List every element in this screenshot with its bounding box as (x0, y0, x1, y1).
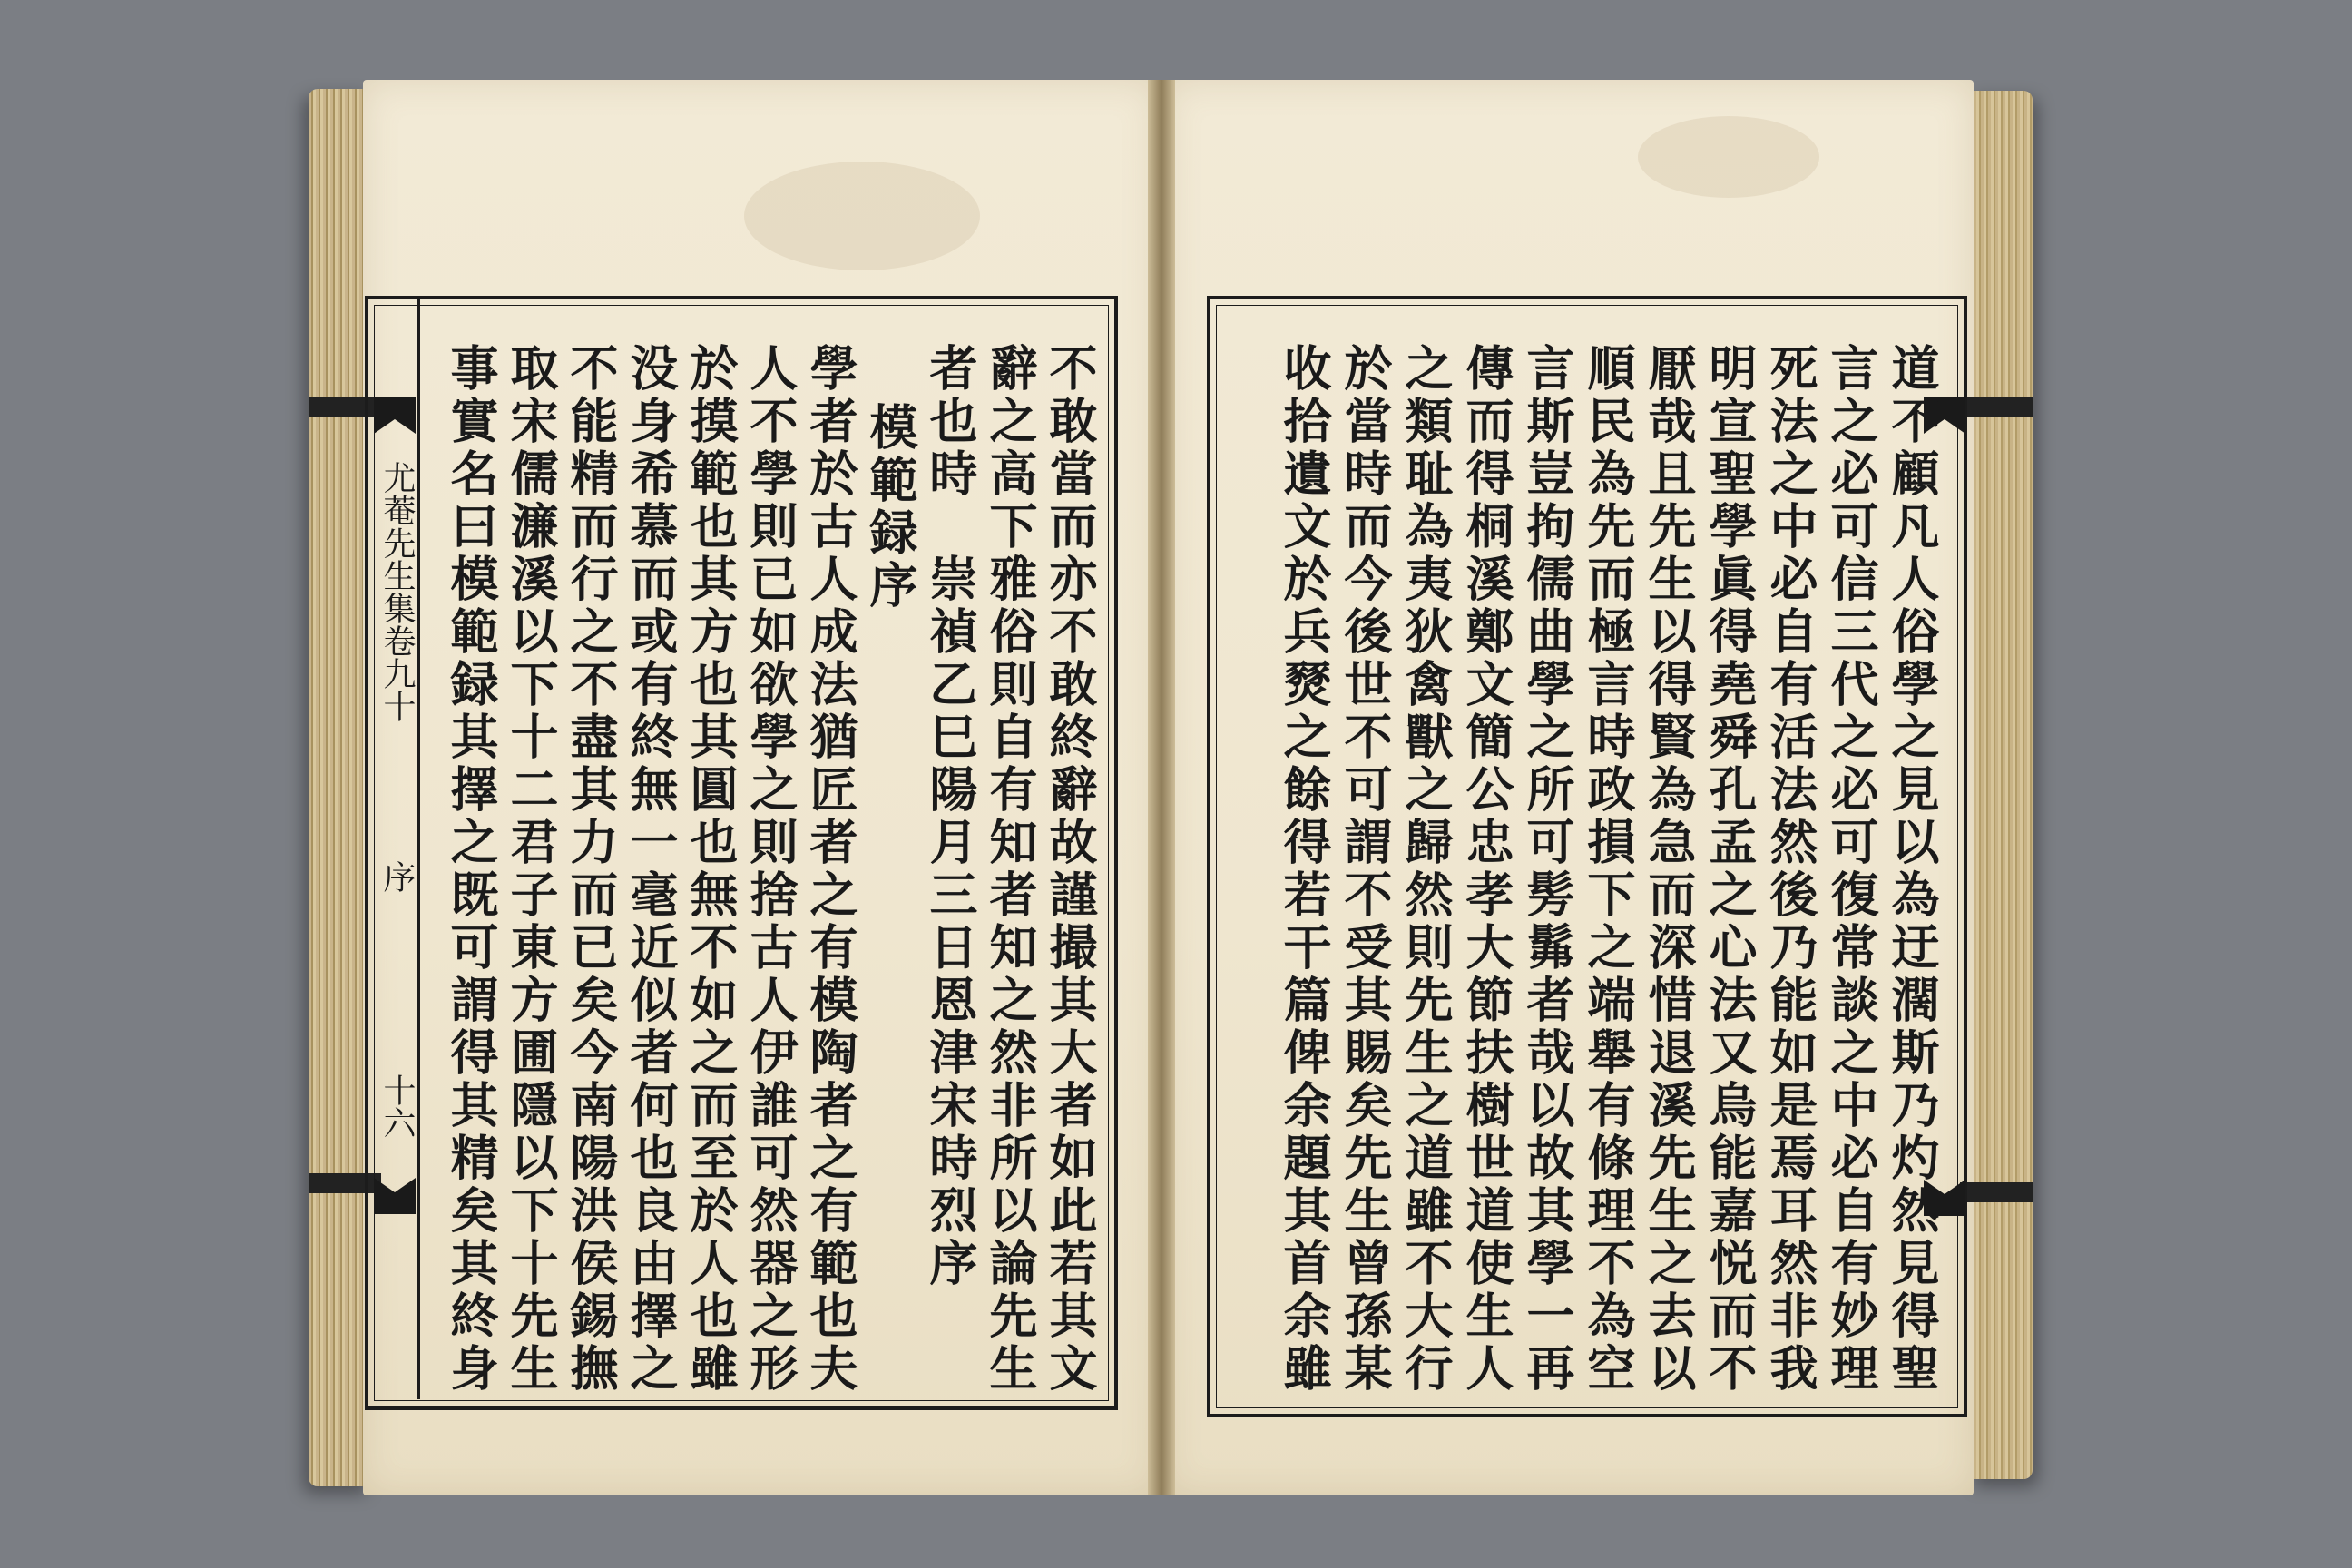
text-column: 言斯豈拘儒曲學之所可髣髴者哉以故其學一再 (1519, 343, 1575, 1396)
text-column: 明宣聖學眞得堯舜孔孟之心法又烏能嘉悦而不 (1701, 343, 1758, 1396)
text-column: 順民為先而極言時政損下之端舉有條理不為空 (1580, 343, 1636, 1396)
text-column: 厭哉且先生以得賢為急而深惜退溪先生之去以 (1641, 343, 1697, 1396)
paper-stain (744, 162, 980, 270)
margin-section-label: 序 (378, 860, 416, 893)
open-book (309, 80, 2033, 1495)
binding-string (1960, 397, 2033, 417)
text-column: 事實名曰模範録其擇之既可謂得其精矣其終身 (443, 343, 499, 1396)
text-column: 死法之中必自有活法然後乃能如是焉耳然非我 (1762, 343, 1818, 1396)
text-column: 收拾遺文於兵燹之餘得若干篇俾余題其首余雖 (1276, 343, 1332, 1396)
text-column: 辭之高下雅俗則自有知者知之然非所以論先生 (982, 343, 1038, 1396)
book-gutter (1148, 80, 1175, 1495)
margin-leaf-number: 十六 (378, 1073, 416, 1139)
text-column: 學者於古人成法猶匠者之有模陶者之有範也夫 (802, 343, 858, 1396)
text-column: 於摸範也其方也其圓也無不如之而至於人也雖 (682, 343, 739, 1396)
text-column: 之類耻為夷狄禽獸之歸然則先生之道雖不大行 (1397, 343, 1454, 1396)
text-column: 不敢當而亦不敢終辭故謹撮其大者如此若其文 (1042, 343, 1098, 1396)
paper-stain (1638, 116, 1819, 198)
binding-string (1960, 1182, 2033, 1202)
text-column: 人不學則已如欲學之則捨古人伊誰可然器之形 (742, 343, 799, 1396)
right-fore-edge (1969, 91, 2033, 1479)
margin-book-title: 尤菴先生集卷九十 (378, 461, 416, 722)
text-column: 没身希慕而或有終無一毫近似者何也良由擇之 (622, 343, 679, 1396)
text-column: 言之必可信三代之必可復常談之中必自有妙理 (1823, 343, 1879, 1396)
text-column: 不能精而行之不盡其力而已矣今南陽洪侯錫撫 (563, 343, 619, 1396)
text-column: 取宋儒濂溪以下十二君子東方圃隱以下十先生 (503, 343, 559, 1396)
text-column: 道不顧凡人俗學之見以為迂濶斯乃灼然見得聖 (1884, 343, 1940, 1396)
text-column: 於當時而今後世不可謂不受其賜矣先生曾孫某 (1337, 343, 1393, 1396)
section-heading: 模範録序 (862, 402, 918, 612)
text-column: 傳而得桐溪鄭文簡公忠孝大節扶樹世道使生人 (1458, 343, 1514, 1396)
text-column: 者也時 崇禎乙巳陽月三日恩津宋時烈序 (922, 343, 978, 1290)
